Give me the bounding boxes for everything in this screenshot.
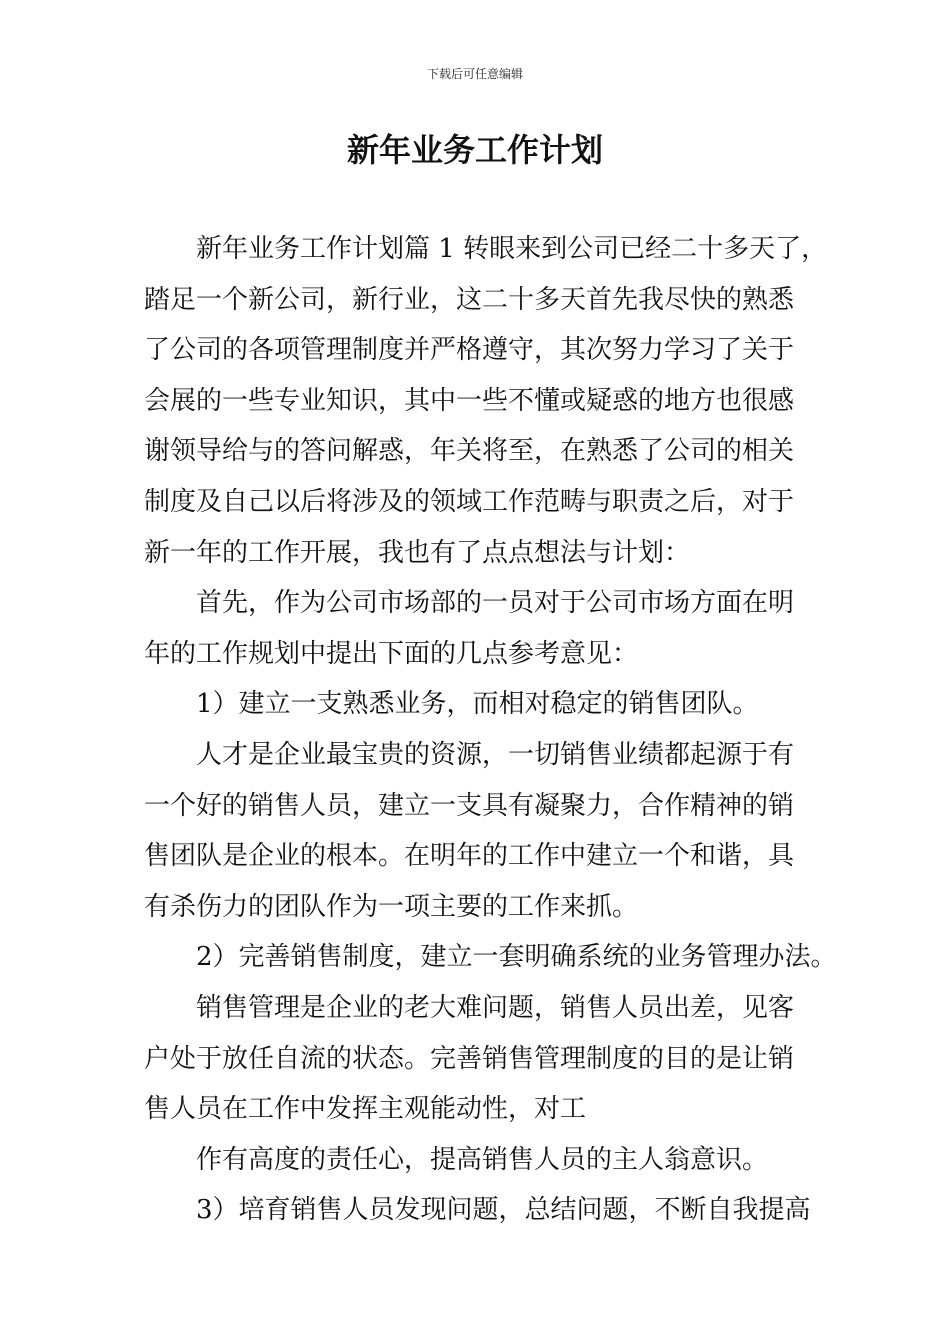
body-line: 1）建立一支熟悉业务，而相对稳定的销售团队。: [196, 689, 759, 720]
body-line: 2）完善销售制度，建立一套明确系统的业务管理办法。: [196, 942, 837, 973]
body-line: 有杀伤力的团队作为一项主要的工作来抓。: [144, 891, 639, 922]
body-line: 人才是企业最宝贵的资源，一切销售业绩都起源于有: [196, 739, 795, 770]
document-body: [144, 224, 837, 1236]
body-line: 首先，作为公司市场部的一员对于公司市场方面在明: [196, 588, 795, 619]
body-line: 了公司的各项管理制度并严格遵守，其次努力学习了关于: [144, 335, 795, 366]
body-line: 户处于放任自流的状态。完善销售管理制度的目的是让销: [144, 1043, 795, 1074]
body-line: 新一年的工作开展，我也有了点点想法与计划：: [144, 537, 691, 568]
body-line: 一个好的销售人员，建立一支具有凝聚力，合作精神的销: [144, 790, 795, 821]
body-line: 售人员在工作中发挥主观能动性，对工: [144, 1094, 587, 1125]
body-line: 谢领导给与的答问解惑，年关将至，在熟悉了公司的相关: [144, 436, 795, 467]
body-line: 新年业务工作计划篇 1 转眼来到公司已经二十多天了，: [196, 234, 828, 264]
body-line: 作有高度的责任心，提高销售人员的主人翁意识。: [196, 1144, 769, 1175]
body-line: 售团队是企业的根本。在明年的工作中建立一个和谐，具: [144, 841, 795, 872]
body-line: 销售管理是企业的老大难问题，销售人员出差，见客: [196, 992, 795, 1023]
document-title: 新年业务工作计划: [346, 131, 603, 169]
body-line: 制度及自己以后将涉及的领域工作范畴与职责之后，对于: [144, 486, 795, 517]
body-line: 会展的一些专业知识，其中一些不懂或疑惑的地方也很感: [144, 385, 795, 416]
body-line: 3）培育销售人员发现问题，总结问题，不断自我提高: [196, 1195, 811, 1226]
header-note: 下载后可任意编辑: [426, 67, 523, 81]
body-line: 年的工作规划中提出下面的几点参考意见：: [144, 638, 639, 669]
body-line: 踏足一个新公司，新行业，这二十多天首先我尽快的熟悉: [144, 284, 795, 315]
